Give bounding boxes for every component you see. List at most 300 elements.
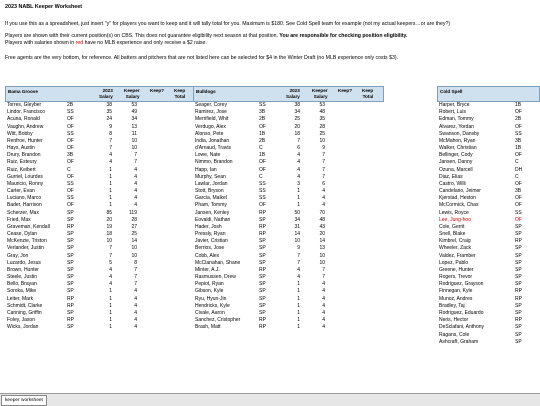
keep-cell[interactable] [153,253,167,260]
keeper-salary-cell: 6 [322,180,325,187]
player-position: OF [259,166,266,173]
table-row [5,138,194,145]
player-position: C [67,166,71,173]
keep-cell[interactable] [341,231,355,238]
table-row [5,124,194,131]
player-position: SP [67,231,74,238]
player-position: SP [259,259,266,266]
player-name: Pepiot, Ryan [195,281,224,288]
keep-cell[interactable] [153,152,167,159]
salary-cell: 1 [297,317,300,324]
player-name: Drury, Brandon [7,152,41,159]
player-position: SP [67,238,74,245]
salary-cell: 1 [297,309,300,316]
player-position: OF [515,109,522,116]
keep-cell[interactable] [153,202,167,209]
player-position: 3B [515,188,522,195]
keep-cell[interactable] [341,288,355,295]
keep-cell[interactable] [341,217,355,224]
player-name: Eovaldi, Nathan [195,216,231,223]
player-position: SP [259,252,266,259]
player-name: Lawlar, Jordan [195,180,228,187]
table-row [437,260,540,267]
keeper-salary-cell: 28 [319,123,325,130]
table-row [5,174,194,181]
player-position: 2B [259,137,266,144]
salary-cell: 31 [294,223,300,230]
player-position: SP [515,245,522,252]
player-position: C [259,145,263,152]
salary-cell: 4 [109,159,112,166]
table-row [437,231,540,238]
table-row [437,274,540,281]
keep-cell[interactable] [153,224,167,231]
team-table-bama-groove [5,86,194,332]
table-row [437,174,540,181]
salary-note-text: Players with salaries shown in [5,40,76,46]
eligibility-text: Players are shown with their current position(s) on CBS. This does not guarantee eligibility next season at that position. [5,33,280,39]
keeper-salary-cell: 4 [134,302,137,309]
keep-cell[interactable] [341,267,355,274]
keep-cell[interactable] [153,159,167,166]
keeper-salary-cell: 7 [322,152,325,159]
table-row [437,238,540,245]
player-name: Brown, Hunter [7,266,39,273]
keep-cell[interactable] [153,167,167,174]
keep-cell[interactable] [341,102,355,109]
keeper-salary-cell: 13 [131,123,137,130]
player-name: Ramirez, Jose [195,109,227,116]
keeper-salary-cell: 7 [322,173,325,180]
player-name: Gibson, Kyle [195,288,224,295]
table-row [193,281,384,288]
salary-cell: 34 [294,216,300,223]
keep-cell[interactable] [153,317,167,324]
keeper-salary-cell: 7 [134,266,137,273]
player-position: OF [515,152,522,159]
keep-cell[interactable] [153,238,167,245]
salary-cell: 1 [109,166,112,173]
eligibility-warning: You are responsible for checking position eligibility. [279,33,408,39]
keep-cell[interactable] [341,296,355,303]
table-row [437,288,540,295]
keep-cell[interactable] [153,145,167,152]
keep-cell[interactable] [341,195,355,202]
player-position: SP [67,252,74,259]
keeper-salary-cell: 48 [319,216,325,223]
keep-cell[interactable] [153,324,167,331]
player-position: OF [515,123,522,130]
player-name: Verdugo, Alex [195,123,226,130]
player-position: SP [67,209,74,216]
keep-cell[interactable] [341,303,355,310]
table-row [193,231,384,238]
player-name: Gray, Jon [7,252,29,259]
keeper-salary-cell: 4 [134,166,137,173]
player-position: SP [259,281,266,288]
player-name: DeSclafani, Anthony [439,324,485,331]
salary-cell: 1 [109,309,112,316]
keep-cell[interactable] [153,274,167,281]
player-position: 2B [259,116,266,123]
table-row [437,152,540,159]
keep-cell[interactable] [153,210,167,217]
keeper-salary-cell: 4 [322,288,325,295]
player-position: SP [515,281,522,288]
player-position: SP [259,216,266,223]
keep-cell[interactable] [341,324,355,331]
keeper-salary-cell: 53 [131,102,137,108]
player-name: Murphy, Sean [195,173,226,180]
player-name: Walker, Christian [439,145,477,152]
player-position: OF [259,159,266,166]
table-row [5,195,194,202]
table-row [437,332,540,339]
salary-cell: 6 [297,145,300,152]
player-name: Hendricks, Kyle [195,302,230,309]
player-position: OF [67,123,74,130]
player-position: SP [259,274,266,281]
player-name: Greene, Hunter [439,266,474,273]
player-name: Cobb, Alex [195,252,220,259]
keep-cell[interactable] [153,109,167,116]
keep-cell[interactable] [341,281,355,288]
keep-cell[interactable] [153,288,167,295]
keeper-salary-cell: 4 [322,195,325,202]
salary-cell: 7 [109,252,112,259]
table-row [5,324,194,331]
keep-cell[interactable] [153,131,167,138]
player-position: RP [67,295,74,302]
keep-cell[interactable] [153,260,167,267]
player-name: Scherzer, Max [7,209,39,216]
team-header [193,86,384,102]
player-name: Vaughn, Andrew [7,123,44,130]
table-row [5,116,194,123]
player-position: SP [515,274,522,281]
keeper-salary-cell: 7 [322,274,325,281]
table-row [437,202,540,209]
player-name: Ruiz, Esteury [7,159,37,166]
player-position: OF [67,173,74,180]
table-row [5,267,194,274]
keeper-salary-cell: 14 [319,238,325,245]
keep-cell[interactable] [153,181,167,188]
keep-cell[interactable] [153,174,167,181]
table-row [437,303,540,310]
player-name: Civale, Aaron [195,309,225,316]
keep-cell[interactable] [341,238,355,245]
keeper-salary-cell: 7 [134,152,137,159]
player-position: SP [259,288,266,295]
table-row [5,317,194,324]
keep-cell[interactable] [341,145,355,152]
keeper-salary-cell: 20 [319,231,325,238]
player-name: McClanahan, Shane [195,259,241,266]
table-row [437,109,540,116]
team-header [437,86,540,102]
keep-cell[interactable] [341,253,355,260]
keep-cell[interactable] [341,116,355,123]
player-name: Garcia, Maikel [195,195,227,202]
player-name: Cease, Dylan [7,231,38,238]
sheet-tab-keeper-worksheet[interactable]: keeper worksheet [1,395,47,406]
keep-cell[interactable] [153,102,167,109]
player-position: RP [67,317,74,324]
player-name: Bello, Brayan [7,281,37,288]
table-row [437,181,540,188]
table-row [5,274,194,281]
player-position: 1B [259,130,266,137]
player-name: Finnegan, Kyle [439,288,473,295]
player-name: Hays, Austin [7,145,35,152]
salary-cell: 1 [109,173,112,180]
player-name: Happ, Ian [195,166,217,173]
keep-cell[interactable] [341,174,355,181]
table-row [437,116,540,123]
salary-cell: 25 [294,116,300,123]
table-row [5,245,194,252]
keep-cell[interactable] [153,296,167,303]
keep-cell[interactable] [153,231,167,238]
player-name: Luciano, Marco [7,195,42,202]
table-row [193,188,384,195]
salary-cell: 7 [109,245,112,252]
keeper-salary-cell: 4 [322,324,325,331]
keep-cell[interactable] [341,224,355,231]
keep-cell[interactable] [341,159,355,166]
player-position: SP [515,223,522,230]
keep-cell[interactable] [341,260,355,267]
keeper-salary-cell: 25 [131,231,137,238]
player-position: C [259,173,263,180]
player-name: Jansen, Kenley [195,209,230,216]
table-row [193,317,384,324]
keep-cell[interactable] [341,188,355,195]
keep-cell[interactable] [341,202,355,209]
keeper-salary-cell: 13 [319,245,325,252]
keeper-salary-cell: 7 [134,159,137,166]
player-position: SP [515,231,522,238]
player-name: Castro, Willi [439,180,466,187]
player-name: Luzardo, Jesus [7,259,41,266]
keeper-salary-cell: 4 [134,295,137,302]
salary-cell: 1 [297,188,300,195]
team-name: Bama Groove [8,89,38,94]
player-name: Brash, Matt [195,324,221,331]
keep-cell[interactable] [153,310,167,317]
player-position: SS [67,180,74,187]
player-position: SP [515,331,522,338]
table-row [193,109,384,116]
salary-cell: 1 [109,180,112,187]
player-position: OF [515,180,522,187]
keep-cell[interactable] [341,274,355,281]
keeper-salary-cell: 7 [134,274,137,281]
player-name: Leiter, Mark [7,295,34,302]
player-name: Swanson, Dansby [439,130,480,137]
page-title: 2023 NABL Keeper Worksheet [5,4,83,10]
player-name: Ruiz, Keibert [7,166,36,173]
keeper-salary-cell: 4 [322,202,325,209]
player-position: SP [515,266,522,273]
player-name: Pham, Tommy [195,202,227,209]
player-name: Jansen, Danny [439,159,473,166]
keeper-salary-cell: 4 [322,309,325,316]
player-name: Lowe, Nate [195,152,221,159]
player-position: SP [259,238,266,245]
player-position: SP [515,259,522,266]
table-row [193,296,384,303]
player-position: C [515,159,519,166]
table-row [5,181,194,188]
table-row [437,317,540,324]
salary-cell: 3 [297,180,300,187]
player-name: d'Arnaud, Travis [195,145,231,152]
total-header: Keep Total [174,88,186,99]
keeper-salary-cell: 4 [134,188,137,195]
keep-cell[interactable] [153,124,167,131]
table-row [193,267,384,274]
table-row [5,260,194,267]
table-row [5,303,194,310]
keep-cell[interactable] [341,310,355,317]
table-row [437,195,540,202]
player-position: SS [515,130,522,137]
salary-cell: 10 [106,238,112,245]
salary-cell: 1 [109,202,112,209]
player-name: Edman, Tommy [439,116,474,123]
player-position: SP [67,259,74,266]
player-name: Lewis, Royce [439,209,469,216]
player-name: Lindor, Francisco [7,109,46,116]
keep-cell[interactable] [153,267,167,274]
keep-cell[interactable] [341,152,355,159]
player-position: 3B [515,137,522,144]
player-position: SP [515,309,522,316]
player-position: SP [515,324,522,331]
player-position: OF [515,202,522,209]
table-row [437,167,540,174]
keep-cell[interactable] [153,303,167,310]
player-position: RP [515,317,522,324]
keep-cell[interactable] [153,195,167,202]
keeper-salary-cell: 7 [322,159,325,166]
player-name: Munoz, Andres [439,295,473,302]
salary-cell: 4 [297,274,300,281]
player-name: Harper, Bryce [439,102,470,108]
keep-cell[interactable] [341,181,355,188]
table-row [193,224,384,231]
player-name: Hader, Josh [195,223,222,230]
keep-cell[interactable] [341,245,355,252]
table-row [193,195,384,202]
player-position: C [515,173,519,180]
keep-cell[interactable] [341,167,355,174]
keep-cell[interactable] [153,188,167,195]
keep-cell[interactable] [341,138,355,145]
table-row [5,224,194,231]
player-name: Bradley, Taj [439,302,465,309]
table-row [193,253,384,260]
keep-cell[interactable] [153,116,167,123]
salary-cell: 4 [297,152,300,159]
player-position: SP [67,324,74,331]
table-row [5,131,194,138]
table-row [437,224,540,231]
keep-cell[interactable] [341,109,355,116]
keeper-salary-cell: 4 [134,324,137,331]
keep-cell[interactable] [153,245,167,252]
table-row [5,217,194,224]
keeper-salary-cell: 49 [131,109,137,116]
table-row [193,274,384,281]
keeper-salary-cell: 119 [129,209,137,216]
salary-cell: 1 [297,302,300,309]
keeper-salary-cell: 4 [322,317,325,324]
table-row [5,281,194,288]
salary-cell: 1 [109,195,112,202]
salary-cell: 1 [297,202,300,209]
keep-cell[interactable] [341,317,355,324]
player-name: McCormick, Chas [439,202,479,209]
salary-cell: 1 [109,302,112,309]
player-position: RP [259,209,266,216]
keep-cell[interactable] [153,217,167,224]
player-position: SS [259,188,266,195]
keep-cell[interactable] [341,124,355,131]
player-position: SS [67,195,74,202]
player-name: Gurriel, Lourdes [7,173,43,180]
table-row [437,310,540,317]
keeper-salary-cell: 4 [322,188,325,195]
eligibility-note [5,33,408,39]
keeper-salary-cell: 35 [319,116,325,123]
keep-cell[interactable] [153,281,167,288]
table-row [193,310,384,317]
player-name: Sanchez, Cristopher [195,317,241,324]
player-position: SS [259,195,266,202]
player-name: Berrios, Jose [195,245,225,252]
keeper-salary-cell: 4 [134,288,137,295]
table-row [193,159,384,166]
table-row [193,145,384,152]
player-name: Bellinger, Cody [439,152,473,159]
keep-cell[interactable] [153,138,167,145]
player-name: Graveman, Kendall [7,223,50,230]
table-row [5,159,194,166]
player-name: Seager, Corey [195,102,227,108]
player-name: Ashcraft, Graham [439,338,479,345]
salary-cell: 5 [109,259,112,266]
salary-note-red: red [75,40,84,46]
player-name: Kjerstad, Heston [439,195,476,202]
table-row [193,131,384,138]
table-row [437,245,540,252]
player-position: RP [515,238,522,245]
salary-cell: 19 [106,223,112,230]
salary-cell: 4 [297,173,300,180]
keeper-salary-cell: 8 [134,259,137,266]
keep-cell[interactable] [341,131,355,138]
player-position: 3B [259,109,266,116]
salary-cell: 1 [109,188,112,195]
keeper-salary-cell: 7 [322,266,325,273]
salary-cell: 4 [297,266,300,273]
table-row [5,102,194,109]
keep-cell[interactable] [341,210,355,217]
salary-note-text-end: have no MLB experience and only receive a $2 raise. [83,40,207,46]
